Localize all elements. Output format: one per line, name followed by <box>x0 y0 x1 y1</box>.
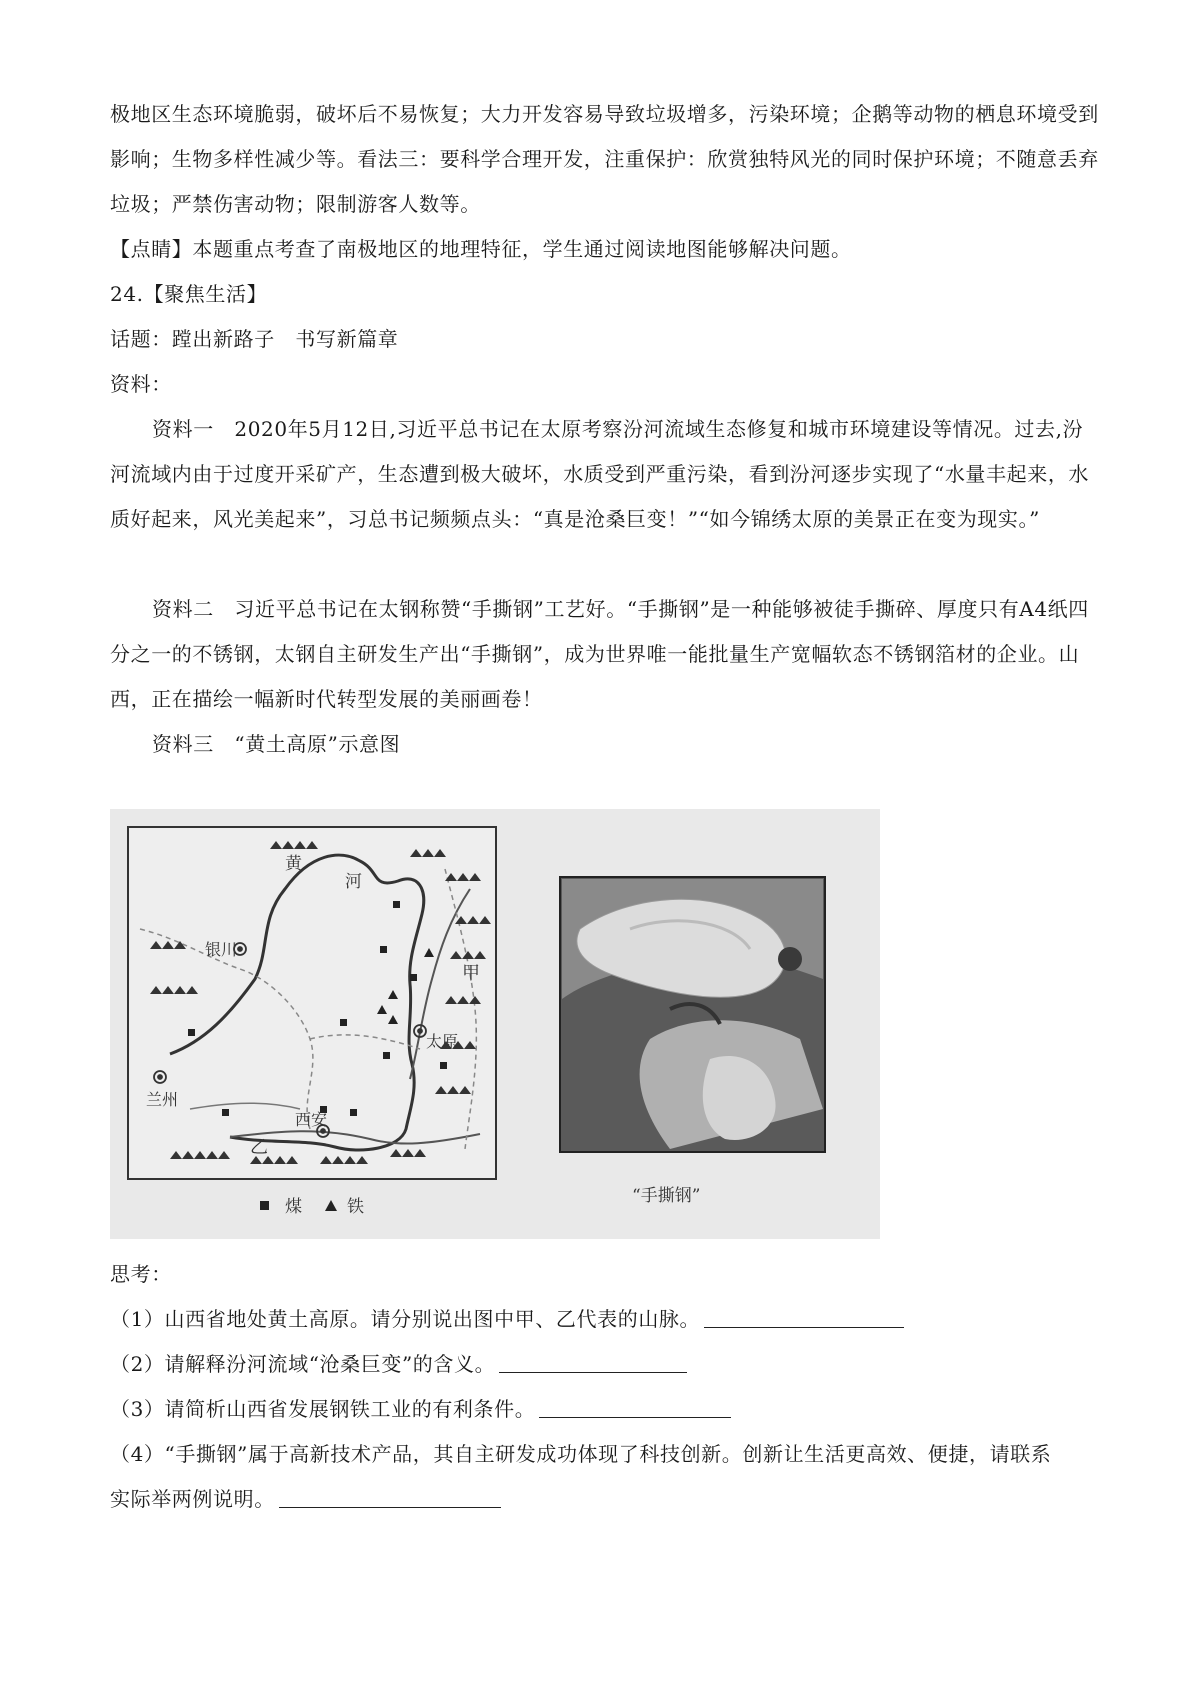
previous-answer-text: 极地区生态环境脆弱，破坏后不易恢复；大力开发容易导致垃圾增多，污染环境；企鹅等动物的栖息环境受到影响；生物多样性减少等。看法三：要科学合理开发，注重保护：欣赏独特风光的同时保护环境；不随意丢弃垃圾；严禁伤害动物；限制游客人数等。 <box>110 102 1099 216</box>
label-yinchuan: 银川 <box>205 940 238 959</box>
material-two: 资料二 习近平总书记在太钢称赞“手撕钢”工艺好。“手撕钢”是一种能够被徒手撕碎、厚度只有A4纸四分之一的不锈钢，太钢自主研发生产出“手撕钢”，成为世界唯一能批量生产宽幅软态不锈钢箔材的企业。山西，正在描绘一幅新时代转型发展的美丽画卷！ <box>110 597 1089 711</box>
legend-coal-symbol <box>260 1201 269 1210</box>
answer-blank-3[interactable] <box>539 1395 731 1418</box>
hand-torn-steel-photo <box>560 877 825 1152</box>
loess-plateau-figure <box>110 809 880 1239</box>
question-1 <box>110 1297 904 1342</box>
question-4-line2 <box>110 1477 501 1522</box>
legend-iron-label: 铁 <box>347 1197 364 1217</box>
materials-label: 资料： <box>110 372 172 396</box>
label-yi: 乙 <box>250 1137 268 1158</box>
question-number-title: 24.【聚焦生活】 <box>110 282 268 306</box>
label-taiyuan: 太原 <box>426 1032 459 1051</box>
material-three-title: 资料三 “黄土高原”示意图 <box>152 732 401 756</box>
question-1-text: （1）山西省地处黄土高原。请分别说出图中甲、乙代表的山脉。 <box>110 1307 701 1331</box>
label-lanzhou: 兰州 <box>146 1090 179 1109</box>
legend-coal-label: 煤 <box>285 1197 302 1217</box>
question-3 <box>110 1387 731 1432</box>
comment-text: 【点睛】本题重点考查了南极地区的地理特征，学生通过阅读地图能够解决问题。 <box>110 237 852 261</box>
answer-blank-4[interactable] <box>279 1485 501 1508</box>
label-xian: 西安 <box>295 1110 328 1129</box>
photo-caption: “手撕钢” <box>632 1186 701 1206</box>
legend-iron-symbol <box>325 1200 337 1211</box>
question-3-text: （3）请简析山西省发展钢铁工业的有利条件。 <box>110 1397 536 1421</box>
answer-blank-2[interactable] <box>499 1350 687 1373</box>
material-one: 资料一 2020年5月12日,习近平总书记在太原考察汾河流域生态修复和城市环境建设等情况。过去,汾河流域内由于过度开采矿产，生态遭到极大破坏，水质受到严重污染，看到汾河逐步实现了“水量丰起来，水质好起来，风光美起来”，习总书记频频点头：“真是沧桑巨变！”“如今锦绣太原的美景正在变为现实。” <box>110 417 1090 531</box>
label-river: 河 <box>345 872 362 892</box>
label-jia: 甲 <box>462 963 480 984</box>
think-label: 思考： <box>110 1262 172 1286</box>
answer-blank-1[interactable] <box>704 1305 904 1328</box>
topic-line: 话题：蹚出新路子 书写新篇章 <box>110 327 399 351</box>
question-2-text: （2）请解释汾河流域“沧桑巨变”的含义。 <box>110 1352 496 1376</box>
question-4-line1: （4）“手撕钢”属于高新技术产品，其自主研发成功体现了科技创新。创新让生活更高效、便捷，请联系 <box>110 1442 1052 1466</box>
figure-svg <box>110 809 880 1239</box>
label-yellow: 黄 <box>285 854 302 874</box>
question-2 <box>110 1342 687 1387</box>
question-4-text: 实际举两例说明。 <box>110 1487 275 1511</box>
